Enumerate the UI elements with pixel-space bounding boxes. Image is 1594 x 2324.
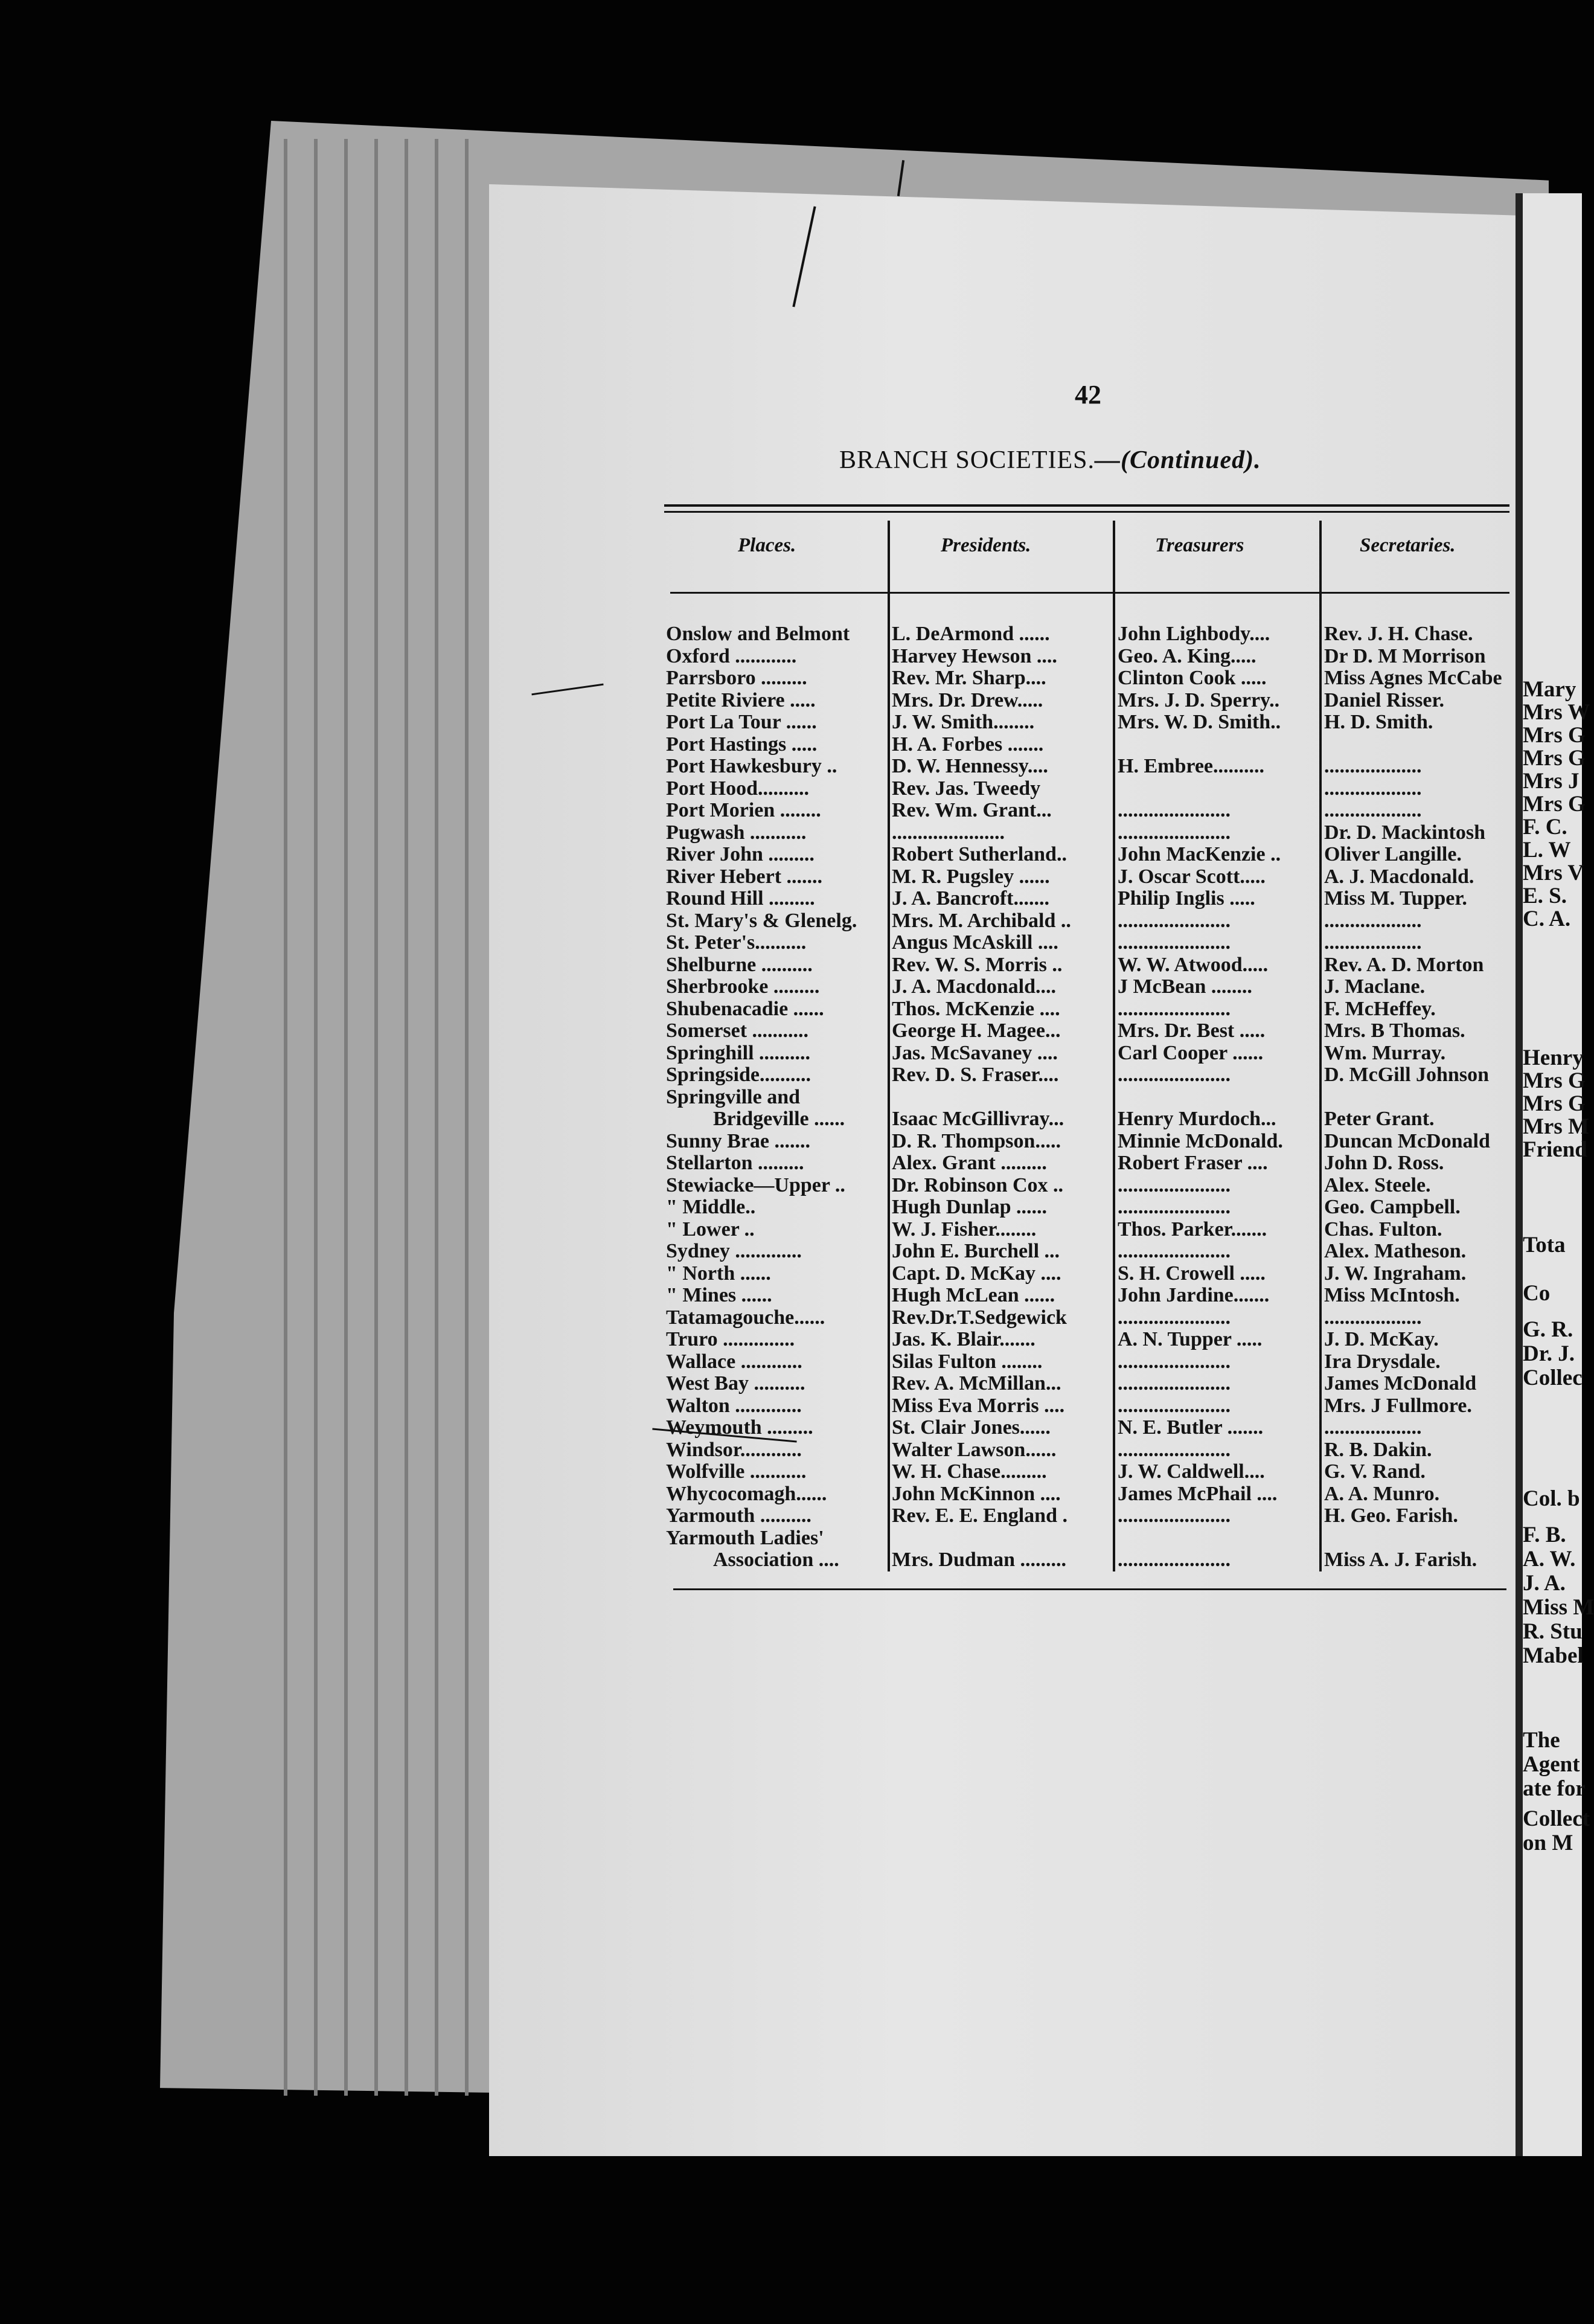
heading-title: BRANCH SOCIETIES. — [839, 446, 1095, 474]
treasurer-cell: ...................... — [1118, 909, 1231, 932]
page-edge — [374, 139, 378, 2096]
treasurer-cell: Robert Fraser .... — [1118, 1152, 1268, 1174]
secretary-cell — [1324, 734, 1511, 756]
secretary-cell: ................... — [1324, 931, 1422, 954]
facing-page-fragment: Co — [1523, 1281, 1551, 1306]
treasurer-cell: ...................... — [1118, 997, 1231, 1020]
president-cell: ...................... — [892, 821, 1005, 844]
president-cell: Capt. D. McKay .... — [892, 1262, 1061, 1285]
page-edge — [344, 139, 348, 2096]
place-cell: Oxford ............ — [666, 644, 797, 667]
president-cell: Dr. Robinson Cox .. — [892, 1173, 1064, 1196]
facing-page-fragment: on M — [1523, 1831, 1573, 1855]
president-cell: Silas Fulton ........ — [892, 1350, 1043, 1373]
page-edge — [314, 139, 318, 2096]
treasurer-cell: Henry Murdoch... — [1118, 1108, 1276, 1130]
president-cell: Walter Lawson...... — [892, 1438, 1057, 1461]
treasurer-cell: Clinton Cook ..... — [1118, 667, 1267, 689]
facing-page-fragment: Mrs G — [1523, 723, 1586, 748]
place-cell: River John ......... — [666, 843, 815, 865]
page-edge — [435, 139, 438, 2096]
secretary-cell: Miss A. J. Farish. — [1324, 1549, 1477, 1571]
secretary-cell: ................... — [1324, 777, 1422, 800]
president-cell: Miss Eva Morris .... — [892, 1394, 1065, 1417]
place-cell: Tatamagouche...... — [666, 1306, 825, 1329]
president-cell: St. Clair Jones...... — [892, 1416, 1051, 1439]
place-cell: Port Hawkesbury .. — [666, 755, 837, 777]
place-cell: Somerset ........... — [666, 1019, 809, 1042]
secretary-cell — [1324, 1527, 1511, 1550]
secretary-cell: Peter Grant. — [1324, 1108, 1435, 1130]
secretary-cell: Alex. Matheson. — [1324, 1240, 1467, 1262]
facing-page-fragment: Friend — [1523, 1137, 1587, 1162]
treasurer-cell: Philip Inglis ..... — [1118, 887, 1255, 910]
place-cell: Parrsboro ......... — [666, 667, 807, 689]
treasurer-cell: ...................... — [1118, 1504, 1231, 1527]
treasurer-cell: ...................... — [1118, 1306, 1231, 1329]
treasurer-cell — [1118, 778, 1318, 800]
facing-page-fragment: Henry — [1523, 1045, 1584, 1070]
treasurer-cell — [1118, 1527, 1318, 1550]
place-cell: River Hebert ....... — [666, 865, 823, 888]
treasurer-cell: Mrs. J. D. Sperry.. — [1118, 689, 1280, 711]
secretary-cell: Dr D. M Morrison — [1324, 644, 1486, 667]
place-cell: Whycocomagh...... — [666, 1482, 827, 1505]
president-cell: George H. Magee... — [892, 1019, 1061, 1042]
secretary-cell: Geo. Campbell. — [1324, 1196, 1461, 1218]
secretary-cell: A. J. Macdonald. — [1324, 865, 1474, 888]
president-cell: M. R. Pugsley ...... — [892, 865, 1050, 888]
treasurer-cell — [1118, 734, 1318, 756]
presidents-column — [892, 623, 1112, 1571]
place-cell: Shelburne .......... — [666, 953, 813, 976]
treasurer-cell: H. Embree.......... — [1118, 755, 1265, 777]
place-cell: Yarmouth .......... — [666, 1504, 811, 1527]
facing-page-fragment: A. W. — [1523, 1547, 1576, 1571]
treasurer-cell: J McBean ........ — [1118, 975, 1252, 998]
treasurer-cell — [1118, 1087, 1318, 1109]
treasurer-cell: John Lighbody.... — [1118, 623, 1270, 645]
place-cell: Port Hood.......... — [666, 777, 810, 800]
president-cell: J. A. Macdonald.... — [892, 975, 1057, 998]
treasurer-cell: A. N. Tupper ..... — [1118, 1328, 1263, 1350]
page-edge — [284, 139, 287, 2096]
place-cell: Onslow and Belmont — [666, 623, 850, 645]
president-cell: John McKinnon .... — [892, 1482, 1061, 1505]
treasurer-cell: ...................... — [1118, 931, 1231, 954]
president-cell: D. W. Hennessy.... — [892, 755, 1048, 777]
treasurer-cell: ...................... — [1118, 1240, 1231, 1262]
facing-page-fragment: Mrs G — [1523, 1091, 1586, 1116]
place-cell: Bridgeville ...... — [713, 1108, 845, 1130]
treasurer-cell: ...................... — [1118, 1438, 1231, 1461]
secretary-cell: H. D. Smith. — [1324, 711, 1433, 733]
treasurer-cell: ...................... — [1118, 1064, 1231, 1086]
secretary-cell: H. Geo. Farish. — [1324, 1504, 1458, 1527]
column-divider — [1319, 521, 1322, 1571]
section-heading — [839, 446, 1261, 475]
place-cell: Springhill .......... — [666, 1041, 811, 1064]
treasurer-cell: Mrs. W. D. Smith.. — [1118, 711, 1281, 733]
secretary-cell: D. McGill Johnson — [1324, 1064, 1489, 1086]
treasurer-cell: J. Oscar Scott..... — [1118, 865, 1266, 888]
secretary-cell: Wm. Murray. — [1324, 1041, 1446, 1064]
treasurer-cell: ...................... — [1118, 1196, 1231, 1218]
place-cell: Springville and — [666, 1085, 801, 1108]
secretary-cell: J. D. McKay. — [1324, 1328, 1439, 1350]
president-cell: Hugh Dunlap ...... — [892, 1196, 1047, 1218]
president-cell: Mrs. M. Archibald .. — [892, 909, 1071, 932]
facing-page-fragment: Tota — [1523, 1233, 1566, 1257]
place-cell: Petite Riviere ..... — [666, 689, 816, 711]
secretary-cell: Rev. J. H. Chase. — [1324, 623, 1473, 645]
president-cell: Rev.Dr.T.Sedgewick — [892, 1306, 1067, 1329]
facing-page-fragment: Mary — [1523, 677, 1576, 702]
secretary-cell: Daniel Risser. — [1324, 689, 1444, 711]
facing-page-fragment: L. W — [1523, 838, 1571, 862]
treasurer-cell: Mrs. Dr. Best ..... — [1118, 1019, 1266, 1042]
secretary-cell: Ira Drysdale. — [1324, 1350, 1441, 1373]
places-column — [666, 623, 886, 1571]
facing-page-fragment: Mrs W — [1523, 700, 1590, 725]
place-cell: West Bay .......... — [666, 1372, 805, 1395]
place-cell: Truro .............. — [666, 1328, 795, 1350]
place-cell: " Middle.. — [666, 1196, 756, 1218]
facing-page-fragment: Mrs G — [1523, 1068, 1586, 1093]
treasurer-cell: Thos. Parker....... — [1118, 1218, 1267, 1241]
secretary-cell: F. McHeffey. — [1324, 997, 1436, 1020]
president-cell: W. H. Chase......... — [892, 1460, 1047, 1483]
president-cell: Rev. W. S. Morris .. — [892, 953, 1063, 976]
table-top-rule — [664, 511, 1509, 513]
place-cell: " North ...... — [666, 1262, 771, 1285]
president-cell: John E. Burchell ... — [892, 1240, 1060, 1262]
facing-page-fragment: Mrs G — [1523, 746, 1586, 771]
header-bottom-rule — [670, 592, 1509, 594]
place-cell: Weymouth ......... — [666, 1416, 813, 1439]
treasurer-cell: N. E. Butler ....... — [1118, 1416, 1264, 1439]
place-cell: Round Hill ......... — [666, 887, 815, 910]
president-cell: W. J. Fisher........ — [892, 1218, 1037, 1241]
president-cell — [892, 1087, 1112, 1109]
secretary-cell: Mrs. J Fullmore. — [1324, 1394, 1472, 1417]
column-divider — [1113, 521, 1115, 1571]
facing-page-fragment: Dr. J. — [1523, 1341, 1575, 1366]
secretary-cell: James McDonald — [1324, 1372, 1477, 1395]
place-cell: St. Mary's & Glenelg. — [666, 909, 857, 932]
facing-page-fragment: G. R. — [1523, 1317, 1573, 1342]
secretary-cell: John D. Ross. — [1324, 1152, 1444, 1174]
facing-page-fragment: Miss M — [1523, 1595, 1594, 1620]
treasurer-cell: Minnie McDonald. — [1118, 1129, 1283, 1152]
treasurer-cell: Geo. A. King..... — [1118, 644, 1256, 667]
place-cell: Stellarton ......... — [666, 1152, 804, 1174]
facing-page-fragment: F. B. — [1523, 1523, 1566, 1547]
place-cell: Stewiacke—Upper .. — [666, 1173, 845, 1196]
place-cell: " Mines ...... — [666, 1284, 772, 1306]
facing-page-fragment: E. S. — [1523, 884, 1567, 908]
secretary-cell: Rev. A. D. Morton — [1324, 953, 1484, 976]
treasurer-cell: ...................... — [1118, 1394, 1231, 1417]
facing-page-fragment: J. A. — [1523, 1571, 1566, 1596]
place-cell: Port Morien ........ — [666, 799, 821, 821]
facing-page-fragment: The — [1523, 1728, 1560, 1753]
secretary-cell: J. W. Ingraham. — [1324, 1262, 1467, 1285]
president-cell: J. W. Smith........ — [892, 711, 1035, 733]
treasurer-cell: ...................... — [1118, 1173, 1231, 1196]
secretary-cell: Duncan McDonald — [1324, 1129, 1490, 1152]
president-cell: D. R. Thompson..... — [892, 1129, 1061, 1152]
secretary-cell: J. Maclane. — [1324, 975, 1426, 998]
table-bottom-rule — [673, 1588, 1506, 1590]
place-cell: Port La Tour ...... — [666, 711, 817, 733]
president-cell: Jas. K. Blair....... — [892, 1328, 1035, 1350]
president-cell: Rev. Wm. Grant... — [892, 799, 1052, 821]
column-header-places: Places. — [738, 534, 796, 556]
president-cell: Mrs. Dr. Drew..... — [892, 689, 1043, 711]
president-cell: Alex. Grant ......... — [892, 1152, 1047, 1174]
president-cell: Hugh McLean ...... — [892, 1284, 1055, 1306]
page-edge — [405, 139, 408, 2096]
place-cell: " Lower .. — [666, 1218, 755, 1241]
secretaries-column — [1324, 623, 1511, 1571]
page-edge — [465, 139, 469, 2096]
facing-page-fragment: F. C. — [1523, 815, 1567, 839]
treasurer-cell: ...................... — [1118, 1372, 1231, 1395]
president-cell: Rev. Jas. Tweedy — [892, 777, 1041, 800]
secretary-cell: Mrs. B Thomas. — [1324, 1019, 1465, 1042]
facing-page-fragment: Collect — [1523, 1806, 1590, 1831]
facing-page-fragment: ate for — [1523, 1776, 1586, 1801]
place-cell: Sydney ............. — [666, 1240, 802, 1262]
place-cell: Sherbrooke ......... — [666, 975, 820, 998]
secretary-cell: Oliver Langille. — [1324, 843, 1462, 865]
place-cell: Springside.......... — [666, 1064, 811, 1086]
secretary-cell: ................... — [1324, 799, 1422, 821]
treasurer-cell: ...................... — [1118, 799, 1231, 821]
facing-page-fragment: Collec — [1523, 1366, 1583, 1390]
president-cell: Rev. E. E. England . — [892, 1504, 1067, 1527]
secretary-cell: Miss Agnes McCabe — [1324, 667, 1502, 689]
treasurer-cell: ...................... — [1118, 821, 1231, 844]
secretary-cell: Dr. D. Mackintosh — [1324, 821, 1485, 844]
president-cell: L. DeArmond ...... — [892, 623, 1050, 645]
president-cell: Rev. Mr. Sharp.... — [892, 667, 1046, 689]
facing-page-fragment: Mabel — [1523, 1643, 1584, 1668]
place-cell: Yarmouth Ladies' — [666, 1526, 824, 1549]
place-cell: Wolfville ........... — [666, 1460, 807, 1483]
facing-page-fragment: Mrs V — [1523, 861, 1584, 885]
place-cell: Windsor............ — [666, 1438, 802, 1461]
president-cell: Jas. McSavaney .... — [892, 1041, 1058, 1064]
treasurer-cell: ...................... — [1118, 1549, 1231, 1571]
facing-page-fragment: R. Stu — [1523, 1619, 1583, 1644]
facing-page-fragment: Mrs J — [1523, 769, 1580, 794]
place-cell: Sunny Brae ....... — [666, 1129, 810, 1152]
secretary-cell: ................... — [1324, 755, 1422, 777]
place-cell: Shubenacadie ...... — [666, 997, 824, 1020]
secretary-cell: A. A. Munro. — [1324, 1482, 1440, 1505]
treasurer-cell: James McPhail .... — [1118, 1482, 1278, 1505]
facing-page — [1516, 193, 1594, 2156]
secretary-cell: Alex. Steele. — [1324, 1173, 1431, 1196]
table-top-rule — [664, 504, 1509, 507]
facing-page-fragment: C. A. — [1523, 907, 1571, 931]
president-cell: Robert Sutherland.. — [892, 843, 1067, 865]
column-divider — [888, 521, 890, 1571]
place-cell: Port Hastings ..... — [666, 733, 818, 756]
president-cell: Angus McAskill .... — [892, 931, 1058, 954]
column-header-secretaries: Secretaries. — [1360, 534, 1456, 556]
president-cell: H. A. Forbes ....... — [892, 733, 1044, 756]
treasurer-cell: John Jardine....... — [1118, 1284, 1270, 1306]
heading-continued: —(Continued). — [1095, 446, 1261, 474]
president-cell: Thos. McKenzie .... — [892, 997, 1060, 1020]
president-cell: Rev. A. McMillan... — [892, 1372, 1061, 1395]
secretary-cell: ................... — [1324, 1306, 1422, 1329]
president-cell: Rev. D. S. Fraser.... — [892, 1064, 1059, 1086]
secretary-cell: Miss M. Tupper. — [1324, 887, 1467, 910]
place-cell: Wallace ............ — [666, 1350, 802, 1373]
secretary-cell: ................... — [1324, 909, 1422, 932]
facing-page-fragment: Mrs G — [1523, 792, 1586, 817]
facing-page-fragment: Agent — [1523, 1752, 1580, 1777]
secretary-cell — [1324, 1087, 1511, 1109]
president-cell: Mrs. Dudman ......... — [892, 1549, 1067, 1571]
treasurer-cell: S. H. Crowell ..... — [1118, 1262, 1266, 1285]
secretary-cell: ................... — [1324, 1416, 1422, 1439]
treasurer-cell: J. W. Caldwell.... — [1118, 1460, 1265, 1483]
secretary-cell: Chas. Fulton. — [1324, 1218, 1442, 1241]
page-number: 42 — [1075, 380, 1101, 409]
place-cell: Walton ............. — [666, 1394, 802, 1417]
treasurer-cell: Carl Cooper ...... — [1118, 1041, 1264, 1064]
secretary-cell: G. V. Rand. — [1324, 1460, 1426, 1483]
president-cell: Isaac McGillivray... — [892, 1108, 1064, 1130]
president-cell: J. A. Bancroft....... — [892, 887, 1049, 910]
treasurer-cell: John MacKenzie .. — [1118, 843, 1281, 865]
treasurer-cell: W. W. Atwood..... — [1118, 953, 1269, 976]
treasurers-column — [1118, 623, 1318, 1571]
secretary-cell: Miss McIntosh. — [1324, 1284, 1460, 1306]
column-header-treasurers: Treasurers — [1155, 534, 1244, 556]
place-cell: Association .... — [713, 1549, 839, 1571]
facing-page-fragment: Col. b — [1523, 1486, 1580, 1511]
facing-page-fragment: Mrs M — [1523, 1114, 1589, 1139]
place-cell: St. Peter's.......... — [666, 931, 807, 954]
secretary-cell: R. B. Dakin. — [1324, 1438, 1432, 1461]
treasurer-cell: ...................... — [1118, 1350, 1231, 1373]
president-cell: Harvey Hewson .... — [892, 644, 1057, 667]
president-cell — [892, 1527, 1112, 1550]
place-cell: Pugwash ........... — [666, 821, 807, 844]
column-header-presidents: Presidents. — [941, 534, 1031, 556]
